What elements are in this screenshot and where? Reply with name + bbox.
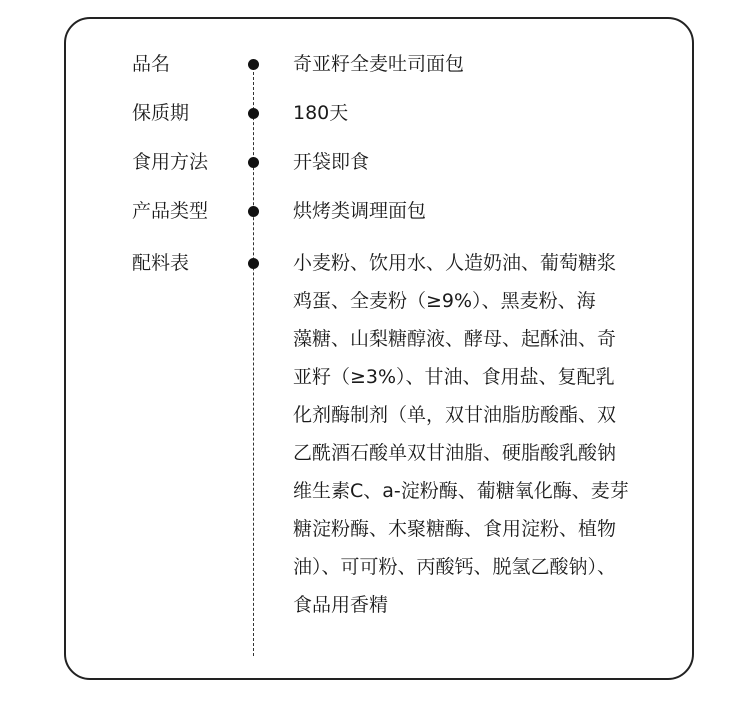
- timeline-dashed-line: [253, 62, 254, 656]
- timeline-dot: [248, 206, 259, 217]
- shelf-life-label: 保质期: [132, 102, 190, 124]
- timeline-dot: [248, 258, 259, 269]
- ingredients-line: 食品用香精: [293, 594, 389, 616]
- product-type-label: 产品类型: [132, 200, 209, 222]
- shelf-life-value: 180天: [293, 102, 349, 124]
- timeline-dot: [248, 59, 259, 70]
- ingredients-line: 乙酰酒石酸单双甘油脂、硬脂酸乳酸钠: [293, 442, 617, 464]
- timeline-dot: [248, 108, 259, 119]
- product-name-label: 品名: [132, 53, 171, 75]
- ingredients-line: 藻糖、山梨糖醇液、酵母、起酥油、奇: [293, 328, 617, 350]
- ingredients-line: 维生素C、a-淀粉酶、葡糖氧化酶、麦芽: [293, 480, 629, 502]
- ingredients-label: 配料表: [132, 252, 190, 274]
- ingredients-line: 化剂酶制剂（单，双甘油脂肪酸酯、双: [293, 404, 617, 426]
- ingredients-line: 小麦粉、饮用水、人造奶油、葡萄糖浆: [293, 252, 617, 274]
- usage-value: 开袋即食: [293, 151, 370, 173]
- ingredients-line: 鸡蛋、全麦粉（≥9%）、黑麦粉、海: [293, 290, 596, 312]
- timeline-dot: [248, 157, 259, 168]
- ingredients-list: [293, 251, 703, 631]
- product-name-value: 奇亚籽全麦吐司面包: [293, 53, 465, 75]
- ingredients-line: 糖淀粉酶、木聚糖酶、食用淀粉、植物: [293, 518, 617, 540]
- ingredients-line: 亚籽（≥3%）、甘油、食用盐、复配乳: [293, 366, 615, 388]
- usage-label: 食用方法: [132, 151, 209, 173]
- product-type-value: 烘烤类调理面包: [293, 200, 427, 222]
- ingredients-line: 油）、可可粉、丙酸钙、脱氢乙酸钠）、: [293, 556, 617, 578]
